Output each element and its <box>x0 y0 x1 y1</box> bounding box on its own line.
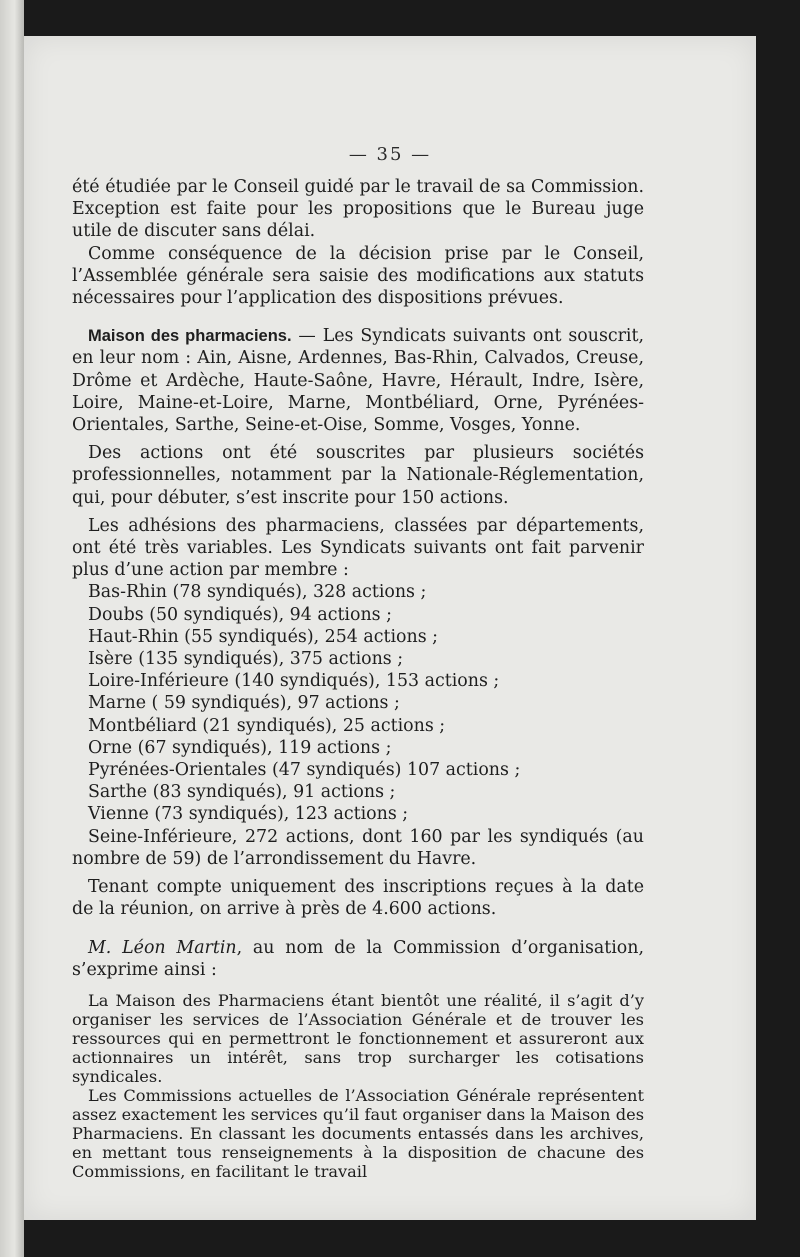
paragraph-martin <box>72 937 644 981</box>
paragraph-adhesions: Les adhésions des pharmaciens, classées par départements, ont été très variables. Les Syndicats suivants ont fait parvenir plus d’une action par membre : <box>72 515 644 581</box>
maison-text: — Les Syndicats suivants ont souscrit, en leur nom : Ain, Aisne, Ardennes, Bas-Rhin, Calvados, Creuse, Drôme et Ardèche, Haute-Saône, Havre, Hérault, Indre, Isère, Loire, Maine-et-Loire, Marne, Montbéliard, Orne, Pyrénées-Orientales, Sarthe, Seine-et-Oise, Somme, Vosges, Yonne. <box>72 326 644 436</box>
martin-text: , au nom de la Commission d’organisation, s’exprime ainsi : <box>72 937 644 980</box>
paragraph-tenant: Tenant compte uniquement des inscriptions reçues à la date de la réunion, on arrive à près de 4.600 actions. <box>72 877 644 920</box>
list-item: Montbéliard (21 syndiqués), 25 actions ; <box>88 715 446 736</box>
document-page <box>24 36 756 1220</box>
page-body <box>72 176 644 1181</box>
paragraph-actions: Des actions ont été souscrites par plusieurs sociétés professionnelles, notamment par la Nationale-Réglementation, qui, pour débuter, s’est inscrite pour 150 actions. <box>72 443 644 508</box>
list-item: Doubs (50 syndiqués), 94 actions ; <box>88 604 392 625</box>
quote-paragraph-2: Les Commissions actuelles de l’Association Générale représentent assez exactement les services qu’il faut organiser dans la Maison des Pharmaciens. En classant les documents entassés dans les archives, en mettant tous renseignements à la disposition de chacune des Commissions, en facilitant le travail <box>72 1085 644 1181</box>
speaker-name: M. Léon Martin <box>88 937 237 958</box>
list-item: Bas-Rhin (78 syndiqués), 328 actions ; <box>88 582 427 603</box>
list-item: Orne (67 syndiqués), 119 actions ; <box>88 737 392 758</box>
adjacent-page-edge <box>0 0 24 1257</box>
section-heading-maison: Maison des pharmaciens. <box>88 327 292 346</box>
paragraph-conseil: été étudiée par le Conseil guidé par le travail de sa Commission. Exception est faite pour les propositions que le Bureau juge utile de discuter sans délai. <box>72 177 644 242</box>
page-number: — 35 — <box>348 144 432 165</box>
quote-paragraph-1: La Maison des Pharmaciens étant bientôt une réalité, il s’agit d’y organiser les services de l’Association Générale et de trouver les ressources qui en permettront le fonctionnement et assureront aux actionnaires un intérêt, sans trop surcharger les cotisations syndicales. <box>72 990 644 1086</box>
list-item: Pyrénées-Orientales (47 syndiqués) 107 actions ; <box>88 760 521 781</box>
department-list <box>72 581 644 870</box>
paragraph-maison <box>72 325 644 436</box>
paragraph-assemblee: Comme conséquence de la décision prise par le Conseil, l’Assemblée générale sera saisie des modifications aux statuts nécessaires pour l’application des dispositions prévues. <box>72 243 644 309</box>
list-item: Haut-Rhin (55 syndiqués), 254 actions ; <box>88 626 439 647</box>
list-item: Sarthe (83 syndiqués), 91 actions ; <box>88 782 396 803</box>
list-item: Seine-Inférieure, 272 actions, dont 160 par les syndiqués (au nombre de 59) de l’arrondissement du Havre. <box>72 826 644 869</box>
list-item: Marne ( 59 syndiqués), 97 actions ; <box>88 693 400 714</box>
list-item: Isère (135 syndiqués), 375 actions ; <box>88 649 404 670</box>
list-item: Vienne (73 syndiqués), 123 actions ; <box>88 804 409 825</box>
list-item: Loire-Inférieure (140 syndiqués), 153 actions ; <box>88 671 500 692</box>
